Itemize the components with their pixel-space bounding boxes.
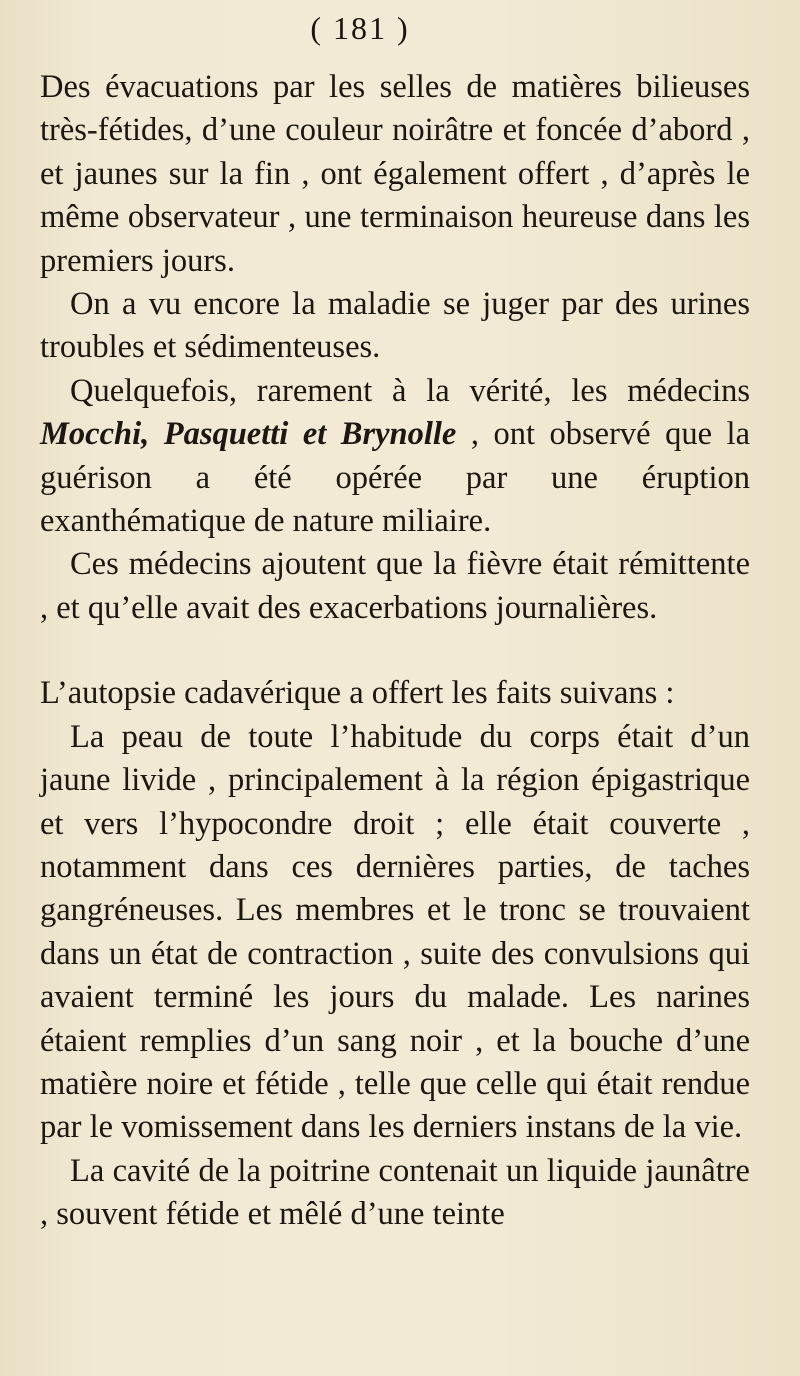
paragraph-chest: La cavité de la poitrine contenait un liquide jaunâtre , souvent fétide et mêlé d’une teinte xyxy=(40,1152,750,1233)
body-text xyxy=(40,66,750,1237)
paragraph-urines: On a vu encore la maladie se juger par des urines troubles et sédimenteuses. xyxy=(40,286,750,366)
paragraph-evacuations: Des évacuations par les selles de matières bilieuses très-fétides, d’une couleur noirâtre et foncée d’abord , et jaunes sur la fin , ont également offert , d’après le même observateur , une terminaison heureuse dans les premiers jours. xyxy=(40,69,750,279)
paragraph-fever: Ces médecins ajoutent que la fièvre était rémittente , et qu’elle avait des exacerbations journalières. xyxy=(40,546,750,626)
paragraph-eruption-end: , ont observé que la guérison a été opérée par une éruption exanthématique de nature miliaire. xyxy=(40,416,750,540)
physician-names: Mocchi, Pasquetti et Brynolle xyxy=(40,416,457,453)
paragraph-skin: La peau de toute l’habitude du corps était d’un jaune livide , principalement à la région épigastrique et vers l’hypocondre droit ; elle était couverte , notamment dans ces dernières parties, de taches gangréneuses. Les membres et le tronc se trouvaient dans un état de contraction , suite des convulsions qui avaient terminé les jours du malade. Les narines étaient remplies d’un sang noir , et la bouche d’une matière noire et fétide , telle que celle qui était rendue par le vomissement dans les derniers instans de la vie. xyxy=(40,718,750,1146)
paragraph-eruption-start: Quelquefois, rarement à la vérité, les médecins xyxy=(70,372,750,409)
paragraph-eruption xyxy=(40,370,750,544)
paragraph-autopsy-heading: L’autopsie cadavérique a offert les faits suivans : xyxy=(40,675,675,712)
page-number: ( 181 ) xyxy=(310,10,410,46)
